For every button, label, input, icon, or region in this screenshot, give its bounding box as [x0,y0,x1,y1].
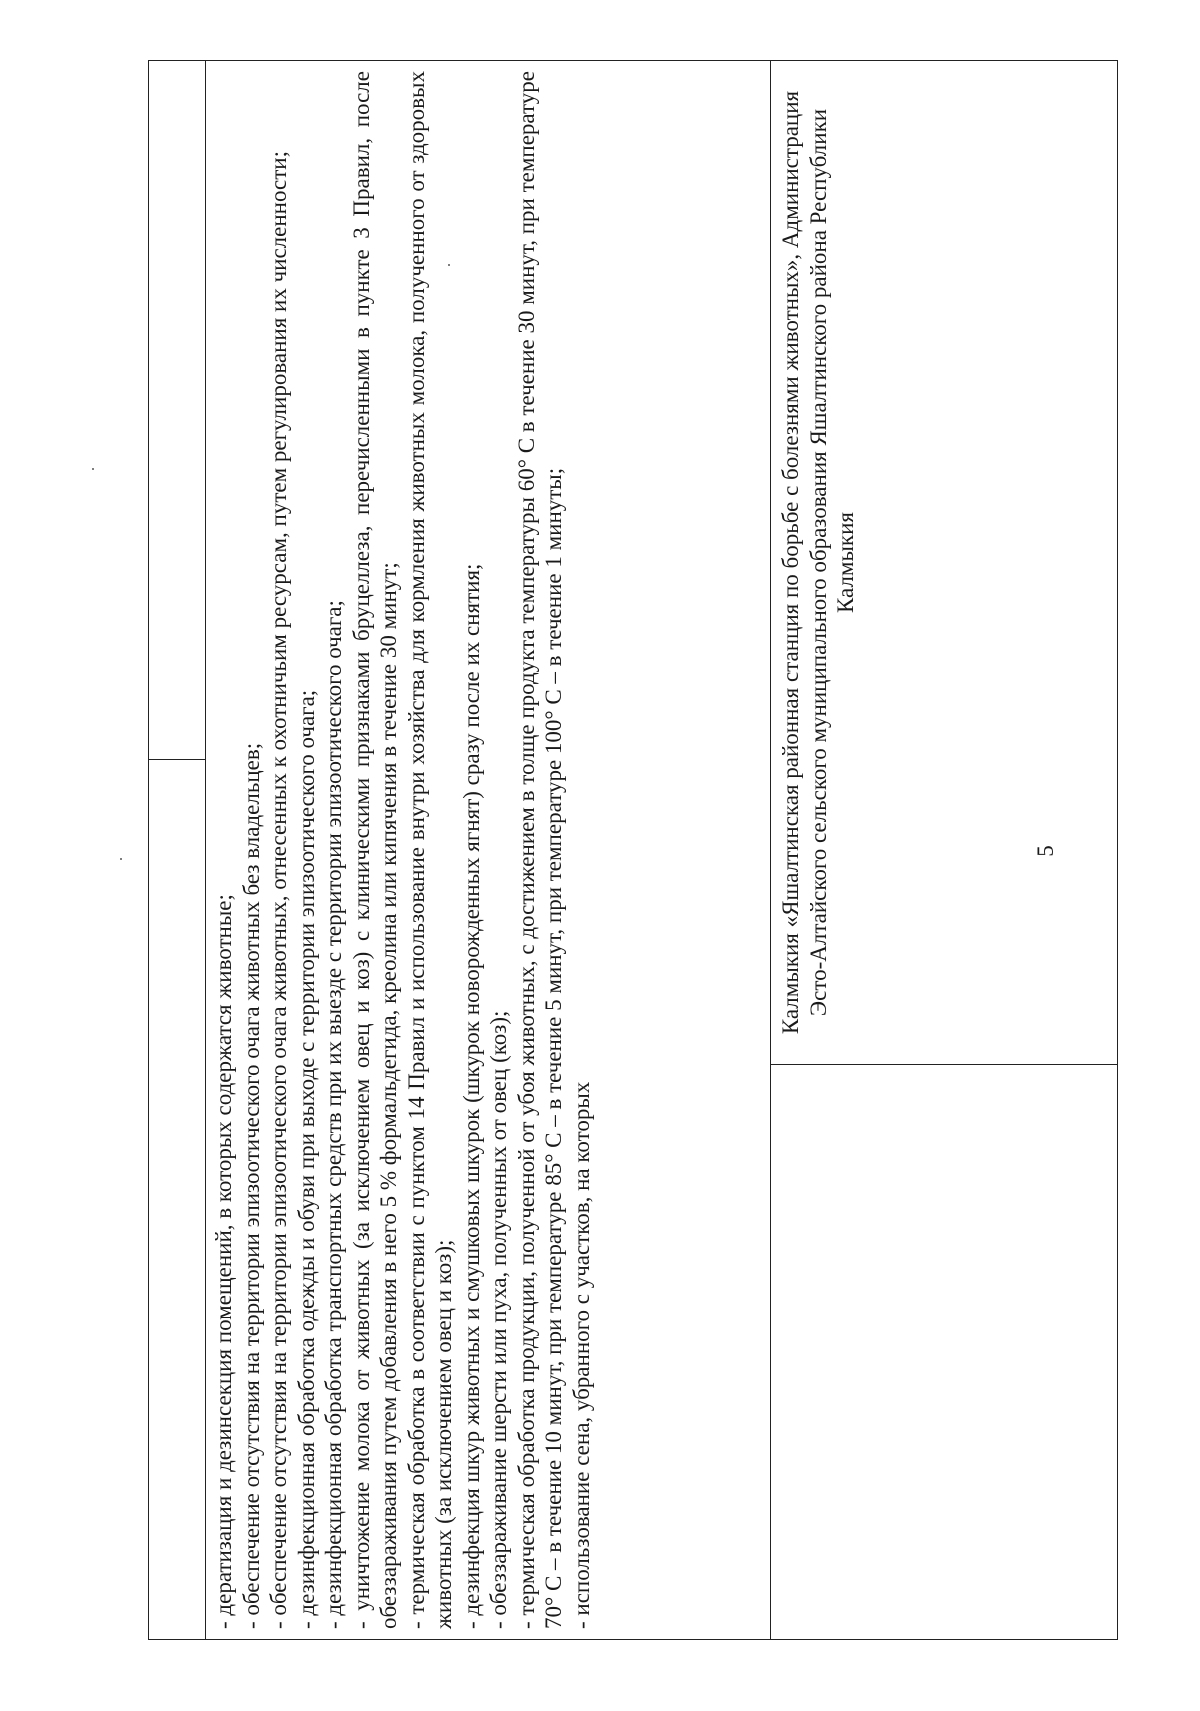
measure-item: - дезинфекционная обработка одежды и обуви при выходе с территории эпизоотического очага; [293,689,319,1629]
table-cell-deadline [771,1064,1117,1639]
measure-item: - обеспечение отсутствия на территории эпизоотического очага животных без владельцев; [238,742,264,1629]
measure-item: - использование сена, убранного с участков, на которых [568,1081,594,1629]
measure-item: - дератизация и дезинсекция помещений, в которых содержатся животные; [211,894,236,1629]
document-table [148,60,1118,1640]
scan-speck [92,468,94,470]
scan-speck [448,264,450,266]
page-number: 5 [1032,845,1058,857]
table-remaining-columns [771,61,1117,1639]
measures-column [206,61,771,1639]
table-cell-responsible [771,61,1117,1064]
measure-item: - обеспечение отсутствия на территории эпизоотического очага животных, отнесенных к охотничьим ресурсам, путем регулирования их численности; [266,150,291,1629]
scan-speck [120,858,122,860]
measure-item: - дезинфекция шкур животных и смушковых шкурок (шкурок новорожденных ягнят) сразу после их снятия; [458,563,484,1629]
table-cell-empty [149,759,205,1639]
measure-item: - дезинфекционная обработка транспортных средств при их выезде с территории эпизоотического очага; [321,600,346,1629]
measure-item: - уничтожение молока от животных (за исключением овец и коз) с клиническими признаками бруцеллеза, перечисленными в пункте 3 Правил, после обеззараживания путем добавления в него 5 % формальдегида, креолина или кипячения в течение 30 минут; [348,71,401,1629]
measure-item: - термическая обработка продукции, полученной от убоя животных, с достижением в толще продукта температуры 60° C в течение 30 минут, при температуре 70° C – в течение 10 минут, при температуре 85° C – в течение 5 минут, при температуре 100° C – в течение 1 минуты; [513,71,566,1629]
table-body [149,61,1117,1639]
table-cell-empty [149,61,205,759]
measure-item: - обеззараживание шерсти или пуха, полученных от овец (коз); [486,1010,511,1629]
measures-cell [206,61,770,1639]
responsible-text: Калмыкия «Яшалтинская районная станция по борьбе с болезнями животных», Администрация Эсто-Алтайского сельского муниципального образования Яшалтинского района Республики Калмыкия [778,90,858,1035]
table-first-column [149,61,206,1639]
measure-item: - термическая обработка в соответствии с пунктом 14 Правил и использование внутри хозяйства для кормления животных молока, полученного от здоровых животных (за исключением овец и коз); [403,71,456,1629]
